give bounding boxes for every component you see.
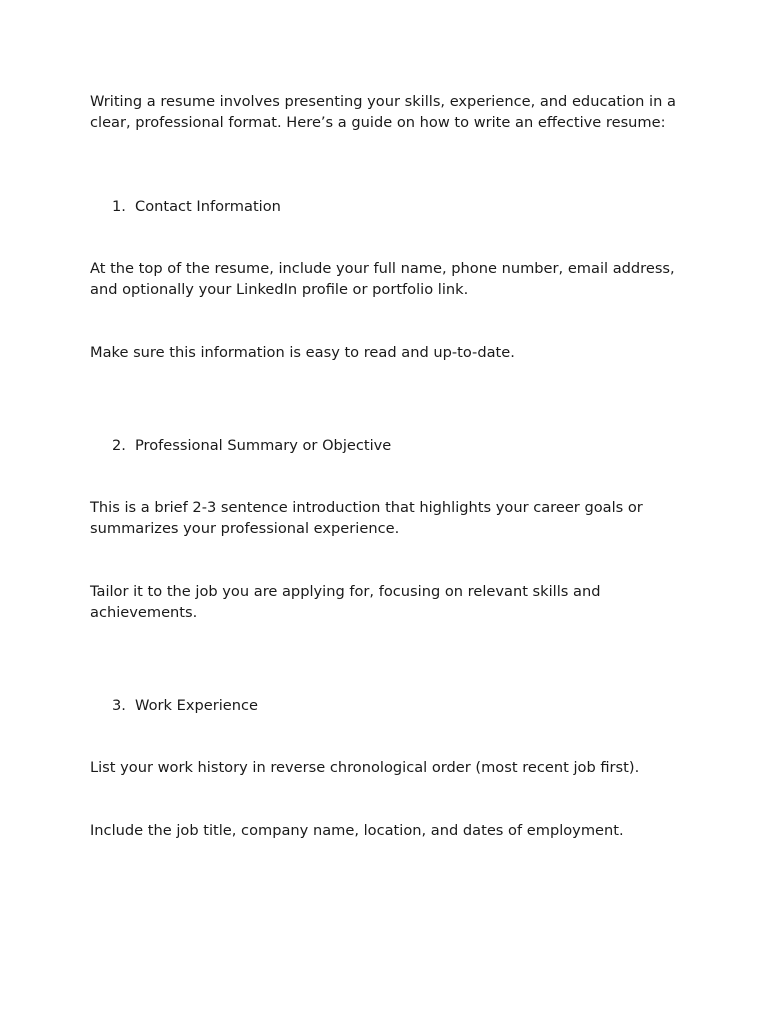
section-heading-contact-information [112, 196, 281, 217]
intro-paragraph: Writing a resume involves presenting your skills, experience, and education in a clear, professional format. Here’s a guide on how to write an effective resume: [90, 93, 676, 131]
section-number: 1. [112, 198, 126, 215]
work-experience-paragraph-1: List your work history in reverse chronological order (most recent job first). [90, 759, 640, 776]
contact-info-paragraph-2: Make sure this information is easy to read and up-to-date. [90, 344, 515, 361]
section-heading-professional-summary [112, 435, 391, 456]
section-number: 2. [112, 437, 126, 454]
section-heading-work-experience [112, 695, 258, 716]
section-title: Professional Summary or Objective [135, 437, 392, 454]
contact-info-paragraph-1: At the top of the resume, include your full name, phone number, email address, and optionally your LinkedIn profile or portfolio link. [90, 260, 675, 298]
summary-paragraph-1: This is a brief 2-3 sentence introduction that highlights your career goals or summarizes your professional experience. [90, 499, 643, 537]
summary-paragraph-2: Tailor it to the job you are applying for, focusing on relevant skills and achievements. [90, 583, 601, 621]
work-experience-paragraph-2: Include the job title, company name, location, and dates of employment. [90, 822, 624, 839]
section-title: Contact Information [135, 198, 281, 215]
section-number: 3. [112, 697, 126, 714]
section-title: Work Experience [135, 697, 258, 714]
